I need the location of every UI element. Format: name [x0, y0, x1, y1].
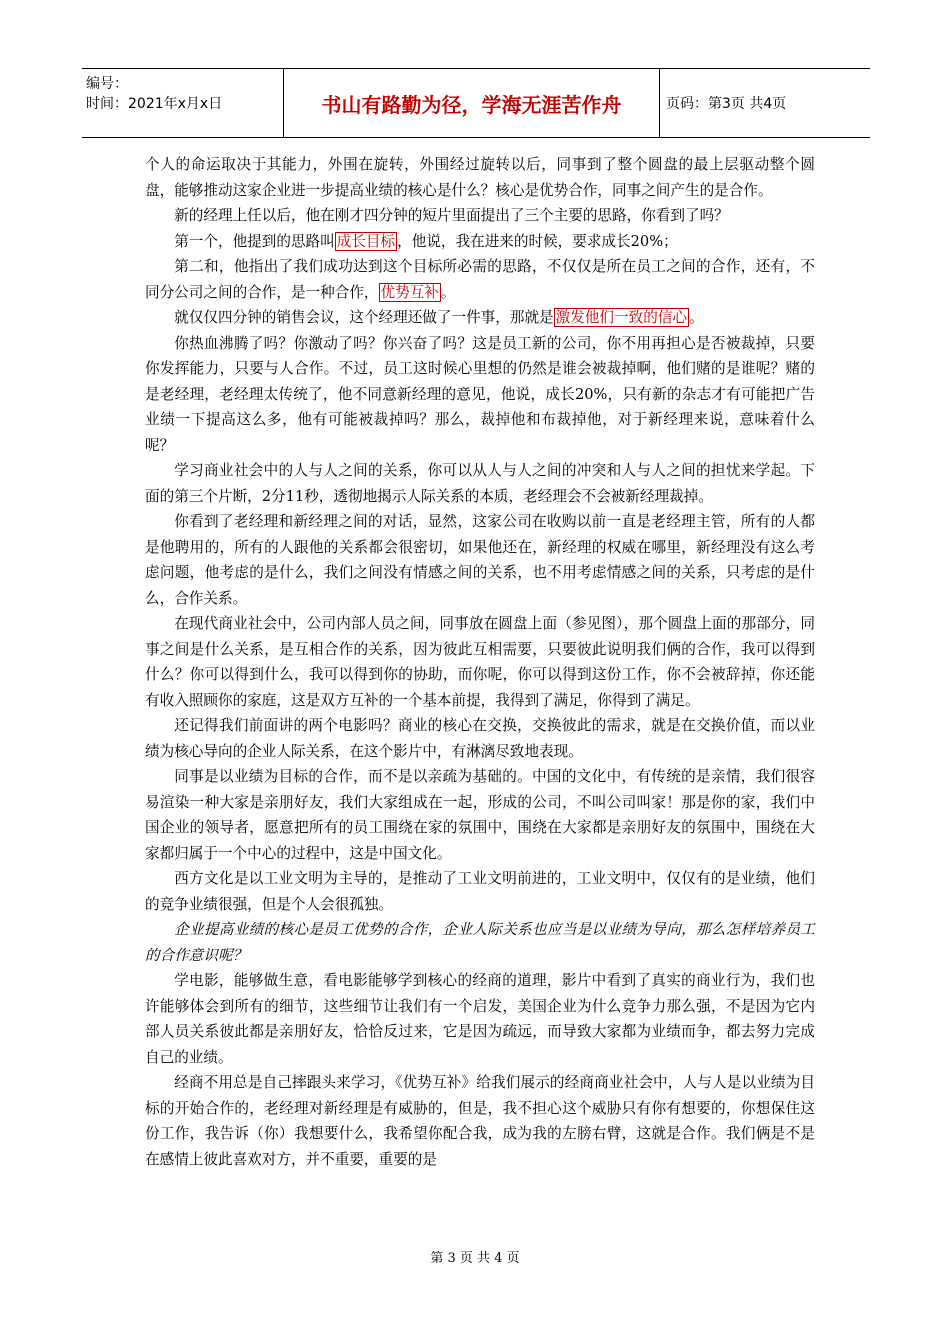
paragraph	[145, 254, 815, 305]
document-body	[145, 152, 815, 1172]
highlighted-term: 激发他们一致的信心	[555, 309, 687, 326]
highlighted-term: 优势互补	[380, 283, 439, 301]
header-meta	[82, 69, 284, 137]
text-run: 第二和，他指出了我们成功达到这个目标所必需的思路，不仅仅是所在员工之间的合作，还有，不同分公司之间的合作，是一种合作，	[145, 258, 815, 301]
document-date-label: 时间：2021年x月x日	[86, 96, 223, 112]
paragraph: 在现代商业社会中，公司内部人员之间，同事放在圆盘上面（参见图），那个圆盘上面的那部分，同事之间是什么关系，是互相合作的关系，因为彼此互相需要，只要彼此说明我们俩的合作，我可以得到什么？你可以得到什么，我可以得到你的协助，而你呢，你可以得到这份工作，你不会被辞掉，你还能有收入照顾你的家庭，这是双方互补的一个基本前提，我得到了满足，你得到了满足。	[145, 615, 815, 709]
paragraph: 还记得我们前面讲的两个电影吗？商业的核心在交换，交换彼此的需求，就是在交换价值，而以业绩为核心导向的企业人际关系，在这个影片中，有淋漓尽致地表现。	[145, 717, 815, 760]
document-number-label: 编号：	[86, 76, 128, 92]
paragraph	[145, 229, 815, 255]
paragraph: 新的经理上任以后，他在刚才四分钟的短片里面提出了三个主要的思路，你看到了吗？	[174, 207, 729, 224]
paragraph: 西方文化是以工业文明为主导的，是推动了工业文明前进的，工业文明中，仅仅有的是业绩，他们的竞争业绩很强，但是个人会很孤独。	[145, 870, 815, 913]
header-motto: 书山有路勤为径，学海无涯苦作舟	[284, 69, 660, 137]
paragraph: 同事是以业绩为目标的合作，而不是以亲疏为基础的。中国的文化中，有传统的是亲情，我们很容易渲染一种大家是亲朋好友，我们大家组成在一起，形成的公司，不叫公司叫家！那是你的家，我们中国企业的领导者，愿意把所有的员工围绕在家的氛围中，围绕在大家都是亲朋好友的氛围中，围绕在大家都归属于一个中心的过程中，这是中国文化。	[145, 768, 815, 862]
page-footer: 第 3 页 共 4 页	[430, 1251, 520, 1266]
text-run: ，他说，我在进来的时候，要求成长20%；	[397, 232, 678, 250]
text-run: 第一个，他提到的思路叫	[174, 232, 335, 250]
page-header	[82, 68, 870, 138]
paragraph	[145, 305, 815, 331]
paragraph: 经商不用总是自己摔跟头来学习，《优势互补》给我们展示的经商商业社会中，人与人是以业绩为目标的开始合作的，老经理对新经理是有威胁的，但是，我不担心这个威胁只有你有想要的，你想保住这份工作，我告诉（你）我想要什么，我希望你配合我，成为我的左膀右臂，这就是合作。我们俩是不是在感情上彼此喜欢对方，并不重要，重要的是	[145, 1074, 815, 1168]
text-run: 。	[689, 309, 704, 326]
paragraph: 你热血沸腾了吗？你激动了吗？你兴奋了吗？这是员工新的公司，你不用再担心是否被裁掉，只要你发挥能力，只要与人合作。不过，员工这时候心里想的仍然是谁会被裁掉啊，他们赌的是谁呢？赌的是老经理，老经理太传统了，他不同意新经理的意见，他说，成长20%，只有新的杂志才有可能把广告业绩一下提高这么多，他有可能被裁掉吗？那么，裁掉他和布裁掉他，对于新经理来说，意味着什么呢？	[145, 334, 815, 454]
highlighted-term: 成长目标	[336, 232, 396, 250]
italic-question: 企业提高业绩的核心是员工优势的合作，企业人际关系也应当是以业绩为导向，那么怎样培养员工的合作意识呢？	[145, 921, 815, 964]
paragraph: 学习商业社会中的人与人之间的关系，你可以从人与人之间的冲突和人与人之间的担忧来学起。下面的第三个片断，2分11秒，透彻地揭示人际关系的本质，老经理会不会被新经理裁掉。	[145, 462, 815, 505]
paragraph: 学电影，能够做生意，看电影能够学到核心的经商的道理，影片中看到了真实的商业行为，我们也许能够体会到所有的细节，这些细节让我们有一个启发，美国企业为什么竞争力那么强，不是因为它内部人员关系彼此都是亲朋好友，恰恰反过来，它是因为疏远，而导致大家都为业绩而争，都去努力完成自己的业绩。	[145, 972, 815, 1066]
paragraph: 个人的命运取决于其能力，外围在旋转，外围经过旋转以后，同事到了整个圆盘的最上层驱动整个圆盘，能够推动这家企业进一步提高业绩的核心是什么？核心是优势合作，同事之间产生的是合作。	[145, 156, 815, 199]
paragraph: 你看到了老经理和新经理之间的对话，显然，这家公司在收购以前一直是老经理主管，所有的人都是他聘用的，所有的人跟他的关系都会很密切，如果他还在，新经理的权威在哪里，新经理没有这么考虑问题，他考虑的是什么，我们之间没有情感之间的关系，也不用考虑情感之间的关系，只考虑的是什么，合作关系。	[145, 513, 815, 607]
text-run: 就仅仅四分钟的销售会议，这个经理还做了一件事，那就是	[174, 309, 554, 326]
text-run: 。	[440, 283, 456, 301]
header-page-number: 页码：第3页 共4页	[666, 96, 787, 112]
